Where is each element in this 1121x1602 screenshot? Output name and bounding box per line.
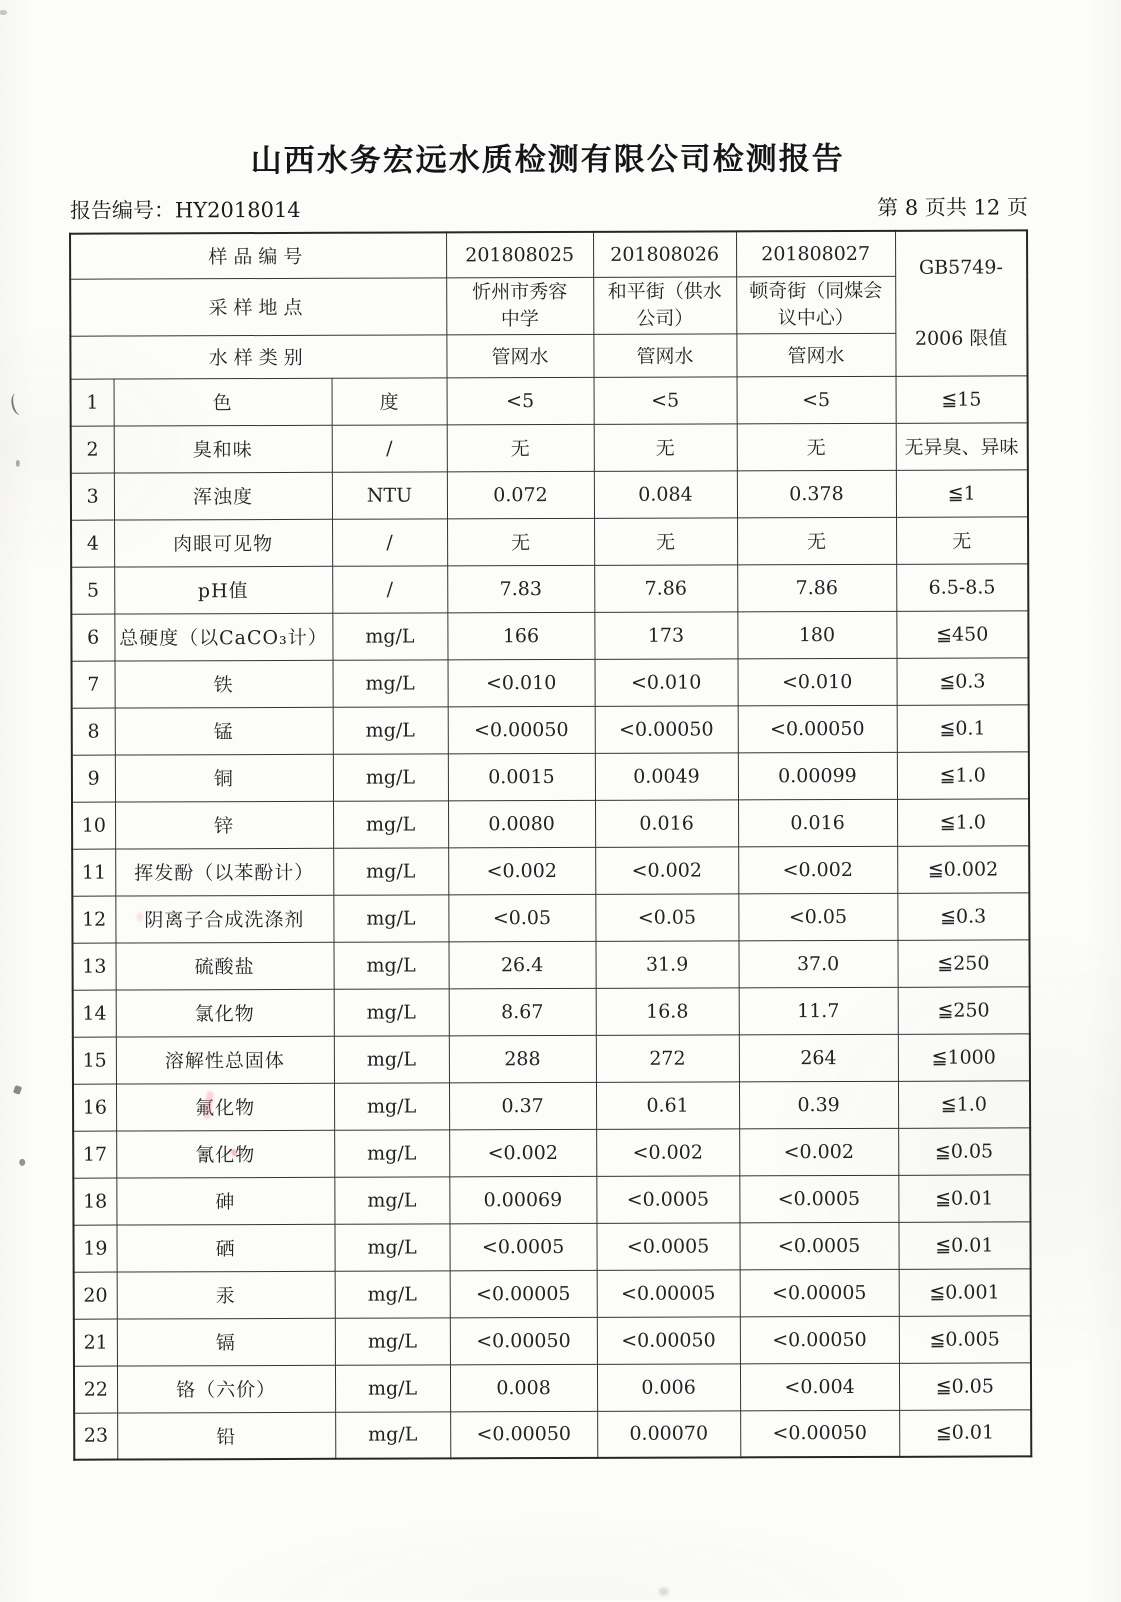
value-cell: 0.072: [447, 471, 594, 519]
scan-smudge-artifact: [659, 1588, 669, 1596]
value-cell: <0.002: [596, 1128, 739, 1175]
unit-cell: mg/L: [335, 1317, 450, 1364]
table-row: [71, 610, 1028, 660]
limit-cell: ≦15: [896, 375, 1028, 422]
parameter-name-cell: 硫酸盐: [115, 942, 333, 990]
parameter-name-cell: 铅: [117, 1412, 335, 1460]
value-cell: 11.7: [739, 987, 898, 1035]
sample-id-header-row: [70, 230, 1027, 278]
report-number: 报告编号：HY2018014: [69, 197, 301, 223]
parameter-name-cell: 铁: [115, 660, 333, 708]
table-row: [71, 516, 1028, 566]
parameter-name-cell: 总硬度（以CaCO₃计）: [114, 613, 332, 661]
limit-cell: ≦0.005: [899, 1315, 1031, 1362]
value-cell: 31.9: [596, 940, 739, 987]
value-cell: <0.00050: [597, 1316, 740, 1363]
row-number-cell: 20: [74, 1272, 117, 1319]
value-cell: <0.00050: [448, 706, 595, 754]
value-cell: 无: [447, 424, 594, 472]
value-cell: <0.002: [449, 1129, 596, 1177]
limit-cell: ≦250: [898, 986, 1030, 1033]
table-row: [73, 1174, 1030, 1224]
value-cell: 7.86: [737, 564, 896, 612]
limit-standard-header: [895, 230, 1028, 375]
value-cell: 173: [594, 611, 737, 658]
row-number-cell: 1: [71, 379, 114, 426]
sample-id-2: 201808026: [593, 231, 736, 276]
limit-cell: ≦1.0: [897, 751, 1029, 798]
limit-cell: 6.5-8.5: [896, 563, 1028, 610]
value-cell: 无: [737, 517, 896, 565]
value-cell: <0.00050: [740, 1316, 899, 1364]
value-cell: <0.004: [740, 1363, 899, 1411]
table-row: [74, 1362, 1031, 1412]
value-cell: 166: [447, 612, 594, 660]
value-cell: <0.00005: [450, 1270, 597, 1318]
table-row: [73, 1033, 1030, 1083]
unit-cell: mg/L: [333, 894, 448, 941]
value-cell: 7.86: [594, 564, 737, 611]
table-row: [74, 1268, 1031, 1318]
value-cell: <0.00050: [738, 705, 897, 753]
table-row: [72, 845, 1029, 895]
row-number-cell: 7: [72, 661, 115, 708]
value-cell: 26.4: [449, 941, 596, 989]
sampling-site-1: 忻州市秀容 中学: [446, 277, 593, 335]
value-cell: 无: [447, 518, 594, 566]
parameter-name-cell: 铜: [115, 754, 333, 802]
value-cell: <0.010: [448, 659, 595, 707]
row-number-cell: 17: [73, 1131, 116, 1178]
value-cell: <0.0005: [739, 1175, 898, 1223]
page-indicator: 第 8 页共 12 页: [877, 195, 1028, 220]
row-number-cell: 23: [74, 1413, 117, 1460]
value-cell: 0.37: [449, 1082, 596, 1130]
parameter-name-cell: 锌: [115, 801, 333, 849]
limit-cell: ≦0.3: [897, 657, 1029, 704]
table-row: [74, 1315, 1031, 1365]
parameter-name-cell: 溶解性总固体: [116, 1036, 334, 1084]
value-cell: 37.0: [739, 940, 898, 988]
unit-cell: mg/L: [333, 753, 448, 800]
limit-standard-line1: GB5749-: [918, 256, 1003, 279]
row-number-cell: 22: [74, 1366, 117, 1413]
sampling-site-2: 和平街（供水 公司）: [593, 276, 736, 333]
value-cell: <0.002: [739, 1128, 898, 1176]
report-meta-row: [70, 191, 1028, 224]
row-number-cell: 19: [73, 1225, 116, 1272]
unit-cell: NTU: [332, 471, 447, 518]
row-number-cell: 12: [72, 896, 115, 943]
unit-cell: mg/L: [334, 1035, 449, 1082]
table-row: [73, 1221, 1030, 1271]
value-cell: <0.0005: [596, 1175, 739, 1222]
limit-cell: ≦0.002: [897, 845, 1029, 892]
parameter-name-cell: 阴离子合成洗涤剂: [115, 895, 333, 943]
water-quality-results-table: [69, 229, 1032, 1460]
unit-cell: mg/L: [333, 941, 448, 988]
table-row: [72, 751, 1029, 801]
parameter-name-cell: 肉眼可见物: [114, 519, 332, 567]
value-cell: 7.83: [447, 565, 594, 613]
limit-cell: ≦450: [896, 610, 1028, 657]
value-cell: 无: [737, 423, 896, 471]
table-row: [71, 375, 1028, 425]
value-cell: <0.002: [448, 847, 595, 895]
value-cell: <0.00005: [597, 1269, 740, 1316]
table-row: [71, 469, 1028, 519]
parameter-name-cell: 氟化物: [116, 1083, 334, 1131]
parameter-name-cell: 镉: [117, 1318, 335, 1366]
value-cell: <0.05: [448, 894, 595, 942]
value-cell: 16.8: [596, 987, 739, 1034]
value-cell: <0.010: [738, 658, 897, 706]
value-cell: <0.05: [595, 893, 738, 940]
value-cell: 0.016: [738, 799, 897, 847]
value-cell: <0.010: [595, 658, 738, 705]
limit-cell: ≦1.0: [897, 798, 1029, 845]
value-cell: <0.00050: [595, 705, 738, 752]
value-cell: 272: [596, 1034, 739, 1081]
value-cell: <0.05: [738, 893, 897, 941]
water-type-2: 管网水: [593, 333, 736, 376]
parameter-name-cell: 臭和味: [114, 425, 332, 473]
unit-cell: mg/L: [334, 1129, 449, 1176]
value-cell: 180: [737, 611, 896, 659]
scan-speck-artifact: [13, 1085, 22, 1095]
scan-speck-artifact: [16, 460, 20, 467]
row-number-cell: 2: [71, 426, 114, 473]
sampling-site-label: 采样地点: [70, 277, 446, 335]
row-number-cell: 14: [73, 990, 116, 1037]
parameter-name-cell: 砷: [116, 1177, 334, 1225]
value-cell: 0.016: [595, 799, 738, 846]
value-cell: 8.67: [449, 988, 596, 1036]
limit-cell: ≦0.001: [899, 1268, 1031, 1315]
value-cell: <0.0005: [597, 1222, 740, 1269]
table-row: [71, 422, 1028, 472]
limit-cell: ≦1: [896, 469, 1028, 516]
value-cell: 264: [739, 1034, 898, 1082]
water-type-3: 管网水: [736, 333, 895, 377]
table-row: [73, 1080, 1030, 1130]
unit-cell: mg/L: [334, 1176, 449, 1223]
table-row: [72, 798, 1029, 848]
unit-cell: mg/L: [334, 1223, 449, 1270]
pencil-mark-artifact: [9, 392, 26, 416]
row-number-cell: 21: [74, 1319, 117, 1366]
limit-cell: ≦0.05: [898, 1127, 1030, 1174]
table-row: [72, 704, 1029, 754]
sample-id-1: 201808025: [446, 232, 593, 278]
parameter-name-cell: 氰化物: [116, 1130, 334, 1178]
unit-cell: mg/L: [333, 800, 448, 847]
unit-cell: /: [332, 565, 447, 612]
row-number-cell: 3: [71, 473, 114, 520]
limit-cell: ≦0.01: [899, 1221, 1031, 1268]
value-cell: 288: [449, 1035, 596, 1083]
parameter-name-cell: pH值: [114, 566, 332, 614]
table-row: [73, 986, 1030, 1036]
value-cell: 0.378: [737, 470, 896, 518]
sampling-site-header-row: [70, 275, 1027, 335]
row-number-cell: 15: [73, 1037, 116, 1084]
row-number-cell: 9: [72, 755, 115, 802]
value-cell: <0.00050: [740, 1410, 899, 1458]
value-cell: 0.39: [739, 1081, 898, 1129]
unit-cell: mg/L: [333, 706, 448, 753]
value-cell: 0.00070: [597, 1410, 740, 1457]
unit-cell: /: [332, 424, 447, 471]
value-cell: 0.00099: [738, 752, 897, 800]
value-cell: 0.00069: [449, 1176, 596, 1224]
water-type-label: 水样类别: [70, 334, 446, 378]
value-cell: <5: [594, 376, 737, 423]
limit-cell: ≦0.3: [897, 892, 1029, 939]
row-number-cell: 10: [72, 802, 115, 849]
unit-cell: 度: [332, 377, 447, 424]
row-number-cell: 6: [71, 614, 114, 661]
sampling-site-3: 顿奇街（同煤会 议中心）: [736, 276, 895, 334]
unit-cell: mg/L: [333, 659, 448, 706]
value-cell: <0.0005: [450, 1223, 597, 1271]
unit-cell: mg/L: [335, 1270, 450, 1317]
value-cell: <5: [737, 376, 896, 424]
value-cell: <0.00050: [450, 1317, 597, 1365]
value-cell: 无: [594, 517, 737, 564]
limit-cell: ≦250: [898, 939, 1030, 986]
water-type-1: 管网水: [446, 334, 593, 378]
unit-cell: mg/L: [335, 1364, 450, 1411]
unit-cell: mg/L: [333, 847, 448, 894]
row-number-cell: 11: [72, 849, 115, 896]
unit-cell: /: [332, 518, 447, 565]
row-number-cell: 18: [73, 1178, 116, 1225]
limit-standard-line2: 2006 限值: [914, 326, 1008, 350]
value-cell: <0.002: [595, 846, 738, 893]
row-number-cell: 5: [71, 567, 114, 614]
limit-cell: ≦0.1: [897, 704, 1029, 751]
limit-cell: ≦1000: [898, 1033, 1030, 1080]
value-cell: <0.00050: [450, 1411, 597, 1459]
sample-id-label: 样品编号: [70, 232, 446, 278]
value-cell: <0.0005: [740, 1222, 899, 1270]
table-row: [72, 939, 1029, 989]
value-cell: <0.00005: [740, 1269, 899, 1317]
unit-cell: mg/L: [334, 988, 449, 1035]
row-number-cell: 4: [71, 520, 114, 567]
table-row: [74, 1409, 1031, 1459]
row-number-cell: 8: [72, 708, 115, 755]
value-cell: 无: [594, 423, 737, 470]
parameter-name-cell: 硒: [116, 1224, 334, 1272]
value-cell: <0.002: [738, 846, 897, 894]
row-number-cell: 13: [72, 943, 115, 990]
page-title: 山西水务宏远水质检测有限公司检测报告: [250, 141, 845, 180]
value-cell: 0.008: [450, 1364, 597, 1412]
value-cell: 0.084: [594, 470, 737, 517]
parameter-name-cell: 浑浊度: [114, 472, 332, 520]
scan-speck-artifact: [0, 10, 7, 15]
value-cell: <5: [447, 377, 594, 425]
unit-cell: mg/L: [334, 1082, 449, 1129]
parameter-name-cell: 氯化物: [116, 989, 334, 1037]
table-row: [73, 1127, 1030, 1177]
table-row: [72, 892, 1029, 942]
parameter-name-cell: 色: [114, 378, 332, 426]
parameter-name-cell: 锰: [115, 707, 333, 755]
value-cell: 0.0080: [448, 800, 595, 848]
limit-cell: ≦1.0: [898, 1080, 1030, 1127]
table-row: [71, 563, 1028, 613]
parameter-name-cell: 铬（六价）: [117, 1365, 335, 1413]
sample-id-3: 201808027: [736, 231, 895, 277]
water-type-header-row: [70, 332, 1027, 378]
parameter-name-cell: 挥发酚（以苯酚计）: [115, 848, 333, 896]
row-number-cell: 16: [73, 1084, 116, 1131]
limit-cell: ≦0.01: [898, 1174, 1030, 1221]
table-row: [72, 657, 1029, 707]
value-cell: 0.0015: [448, 753, 595, 801]
value-cell: 0.006: [597, 1363, 740, 1410]
unit-cell: mg/L: [332, 612, 447, 659]
limit-cell: 无异臭、异味: [896, 422, 1028, 469]
limit-standard-lines: [896, 234, 1027, 372]
limit-cell: 无: [896, 516, 1028, 563]
parameter-name-cell: 汞: [117, 1271, 335, 1319]
value-cell: 0.61: [596, 1081, 739, 1128]
limit-cell: ≦0.05: [899, 1362, 1031, 1409]
limit-cell: ≦0.01: [899, 1409, 1031, 1456]
value-cell: 0.0049: [595, 752, 738, 799]
scan-speck-artifact: [19, 1159, 25, 1166]
unit-cell: mg/L: [335, 1411, 450, 1458]
